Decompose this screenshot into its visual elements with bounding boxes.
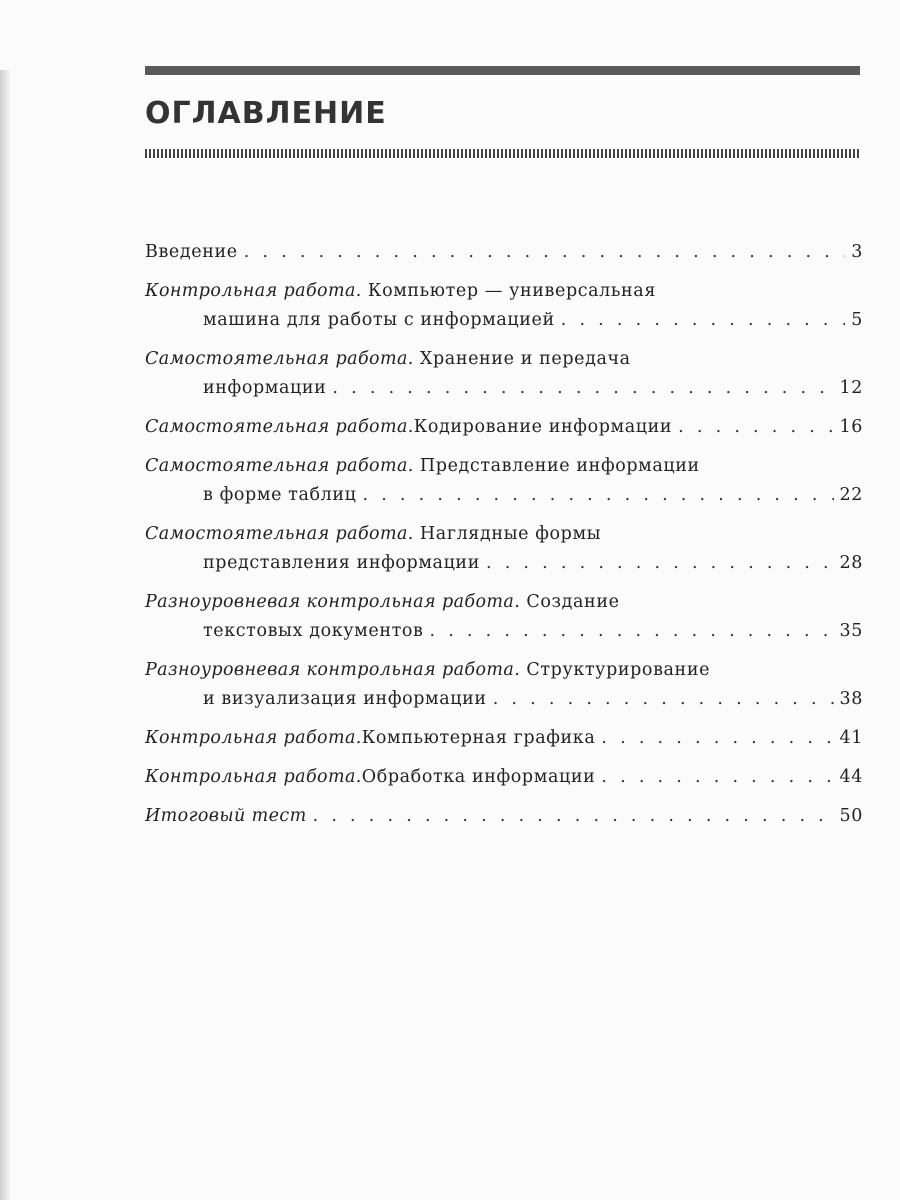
table-of-contents — [145, 238, 863, 841]
toc-line — [145, 763, 863, 792]
toc-entry-title: Наглядные формы — [413, 524, 602, 544]
toc-entry-title: Хранение и передача — [413, 349, 631, 369]
toc-entry-title: Компьютерная графика — [361, 728, 596, 748]
toc-entry-first-line — [145, 277, 863, 306]
toc-entry-first-line — [145, 520, 863, 549]
toc-entry-title-continuation: машина для работы с информацией — [203, 310, 555, 330]
toc-entry-kind: Контрольная работа. — [145, 281, 362, 301]
toc-line — [145, 724, 863, 753]
toc-entry-title-continuation: информации — [203, 378, 327, 398]
toc-page-number: 5 — [851, 310, 863, 330]
toc-entry[interactable] — [145, 520, 863, 578]
binding-shadow — [0, 70, 10, 1200]
toc-entry-title: Кодирование информации — [413, 417, 673, 437]
toc-entry-first-line — [145, 656, 863, 685]
toc-entry[interactable] — [145, 277, 863, 335]
toc-entry-title-continuation: и визуализация информации — [203, 689, 487, 709]
toc-entry-kind: Самостоятельная работа. — [145, 456, 414, 476]
toc-line — [145, 802, 863, 831]
dot-leader — [244, 238, 846, 267]
toc-entry-title: Введение — [145, 242, 238, 262]
dot-leader — [362, 481, 833, 510]
toc-entry-first-line — [145, 588, 863, 617]
toc-line — [145, 685, 863, 714]
toc-entry[interactable] — [145, 763, 863, 792]
toc-entry[interactable] — [145, 724, 863, 753]
dot-leader — [429, 617, 833, 646]
toc-entry-kind: Контрольная работа. — [145, 728, 362, 748]
toc-line — [145, 481, 863, 510]
toc-page-number: 35 — [839, 621, 863, 641]
toc-entry-title: Обработка информации — [361, 767, 596, 787]
toc-entry-kind: Итоговый тест — [145, 806, 307, 826]
toc-line — [145, 617, 863, 646]
dot-leader — [486, 549, 834, 578]
hatched-rule — [145, 149, 860, 158]
toc-entry-first-line — [145, 452, 863, 481]
toc-page-number: 44 — [839, 767, 863, 787]
dot-leader — [601, 763, 833, 792]
toc-page-number: 12 — [839, 378, 863, 398]
toc-entry-kind: Разноуровневая контрольная работа. — [145, 660, 521, 680]
dot-leader — [313, 802, 834, 831]
dot-leader — [678, 413, 833, 442]
toc-page-number: 22 — [839, 485, 863, 505]
toc-line — [145, 306, 863, 335]
toc-line — [145, 549, 863, 578]
toc-entry-title: Структурирование — [520, 660, 711, 680]
toc-entry-kind: Самостоятельная работа. — [145, 524, 414, 544]
page-title: ОГЛАВЛЕНИЕ — [145, 96, 387, 131]
toc-entry[interactable] — [145, 345, 863, 403]
toc-entry-title-continuation: текстовых документов — [203, 621, 424, 641]
toc-entry[interactable] — [145, 588, 863, 646]
toc-entry-kind: Разноуровневая контрольная работа. — [145, 592, 521, 612]
toc-entry-final-test[interactable] — [145, 802, 863, 831]
toc-line — [145, 413, 863, 442]
toc-page-number: 3 — [851, 242, 863, 262]
toc-entry-first-line — [145, 345, 863, 374]
toc-page-number: 41 — [839, 728, 863, 748]
toc-entry-kind: Самостоятельная работа. — [145, 349, 414, 369]
dot-leader — [493, 685, 834, 714]
toc-entry[interactable] — [145, 413, 863, 442]
toc-entry-title: Представление информации — [413, 456, 700, 476]
toc-entry[interactable] — [145, 452, 863, 510]
toc-entry-title: Создание — [520, 592, 620, 612]
dot-leader — [561, 306, 846, 335]
toc-entry-kind: Контрольная работа. — [145, 767, 362, 787]
toc-entry-title-continuation: представления информации — [203, 553, 480, 573]
toc-entry[interactable] — [145, 656, 863, 714]
toc-entry-introduction[interactable] — [145, 238, 863, 267]
dot-leader — [332, 374, 833, 403]
toc-page-number: 50 — [839, 806, 863, 826]
toc-page-number: 16 — [839, 417, 863, 437]
toc-page-number: 38 — [839, 689, 863, 709]
top-rule — [145, 66, 860, 75]
toc-page-number: 28 — [839, 553, 863, 573]
toc-line — [145, 238, 863, 267]
dot-leader — [601, 724, 833, 753]
toc-entry-kind: Самостоятельная работа. — [145, 417, 414, 437]
toc-entry-title: Компьютер — универсальная — [361, 281, 656, 301]
toc-line — [145, 374, 863, 403]
toc-entry-title-continuation: в форме таблиц — [203, 485, 357, 505]
